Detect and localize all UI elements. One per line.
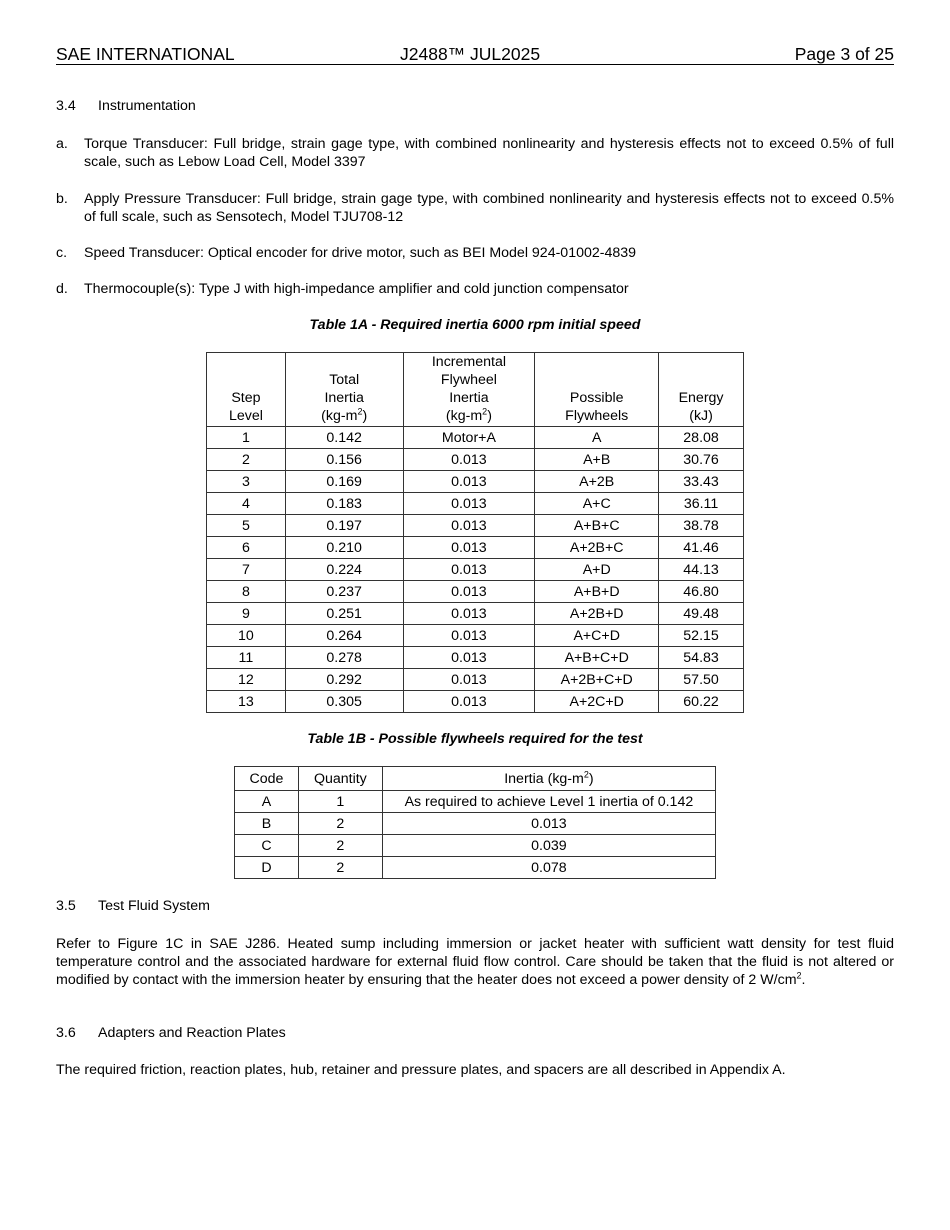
table-cell: 13 bbox=[207, 691, 286, 713]
table-cell: 0.039 bbox=[382, 835, 715, 857]
table-cell: 1 bbox=[298, 791, 382, 813]
table-cell: 44.13 bbox=[659, 559, 744, 581]
table-cell: A+C bbox=[535, 493, 659, 515]
table-cell: 0.013 bbox=[382, 813, 715, 835]
table-row bbox=[207, 603, 744, 625]
table-cell: 54.83 bbox=[659, 647, 744, 669]
table-row bbox=[207, 669, 744, 691]
table-cell: 9 bbox=[207, 603, 286, 625]
header-page-number: Page 3 of 25 bbox=[794, 44, 894, 64]
header-possible-flywheels: Possible Flywheels bbox=[535, 353, 659, 427]
table-cell: 0.183 bbox=[285, 493, 403, 515]
table-cell: 4 bbox=[207, 493, 286, 515]
table-cell: A+B bbox=[535, 449, 659, 471]
table-cell: 0.013 bbox=[403, 581, 535, 603]
table-cell: 0.013 bbox=[403, 647, 535, 669]
table-cell: 0.013 bbox=[403, 493, 535, 515]
table-cell: 0.013 bbox=[403, 471, 535, 493]
list-item-a bbox=[56, 135, 894, 171]
table-cell: 12 bbox=[207, 669, 286, 691]
section-number: 3.4 bbox=[56, 98, 76, 114]
list-item-d bbox=[56, 280, 894, 298]
table-cell: 0.156 bbox=[285, 449, 403, 471]
header-total-inertia: Total Inertia $(kg-m^2)$ bbox=[285, 353, 403, 427]
table-cell: A bbox=[535, 427, 659, 449]
table-cell: 0.210 bbox=[285, 537, 403, 559]
header-inertia: Inertia $(kg-m^2)$ bbox=[382, 767, 715, 791]
table-cell: 52.15 bbox=[659, 625, 744, 647]
table-row bbox=[207, 647, 744, 669]
table-cell: 3 bbox=[207, 471, 286, 493]
section-3-6-body: The required friction, reaction plates, hub, retainer and pressure plates, and spacers are all described in Appendix A. bbox=[56, 1062, 786, 1078]
section-title: Test Fluid System bbox=[98, 898, 210, 914]
table-cell: 30.76 bbox=[659, 449, 744, 471]
table-cell: 41.46 bbox=[659, 537, 744, 559]
table-cell: 38.78 bbox=[659, 515, 744, 537]
table-row bbox=[207, 537, 744, 559]
section-title: Instrumentation bbox=[98, 98, 196, 114]
header-incremental-inertia: Incremental Flywheel Inertia $(kg-m^2)$ bbox=[403, 353, 535, 427]
table-row bbox=[207, 625, 744, 647]
table-row bbox=[235, 835, 716, 857]
table-cell: D bbox=[235, 857, 299, 879]
table-row bbox=[207, 559, 744, 581]
table-row bbox=[207, 427, 744, 449]
section-3-5-heading bbox=[56, 898, 210, 914]
table-cell: 0.169 bbox=[285, 471, 403, 493]
table-cell: 0.013 bbox=[403, 559, 535, 581]
section-3-6-heading bbox=[56, 1025, 286, 1041]
header-doc-id: J2488™ JUL2025 bbox=[400, 44, 541, 64]
table-cell: 57.50 bbox=[659, 669, 744, 691]
table-cell: 6 bbox=[207, 537, 286, 559]
table-cell: A+C+D bbox=[535, 625, 659, 647]
table-cell: A+B+C bbox=[535, 515, 659, 537]
table-cell: 36.11 bbox=[659, 493, 744, 515]
table-1b-caption: Table 1B - Possible flywheels required for the test bbox=[307, 731, 643, 747]
table-cell: 49.48 bbox=[659, 603, 744, 625]
list-item-b bbox=[56, 190, 894, 226]
table-cell: 0.197 bbox=[285, 515, 403, 537]
header-org: SAE INTERNATIONAL bbox=[56, 44, 235, 64]
table-cell: 0.292 bbox=[285, 669, 403, 691]
table-cell: 10 bbox=[207, 625, 286, 647]
table-cell: 28.08 bbox=[659, 427, 744, 449]
table-cell: 0.251 bbox=[285, 603, 403, 625]
table-cell: Motor+A bbox=[403, 427, 535, 449]
table-cell: 1 bbox=[207, 427, 286, 449]
table-cell: 2 bbox=[207, 449, 286, 471]
table-row bbox=[235, 857, 716, 879]
list-label: a. bbox=[56, 136, 68, 152]
header-quantity: Quantity bbox=[298, 767, 382, 791]
table-1a bbox=[206, 352, 744, 713]
table-cell: 0.278 bbox=[285, 647, 403, 669]
table-cell: 0.013 bbox=[403, 449, 535, 471]
table-cell: 11 bbox=[207, 647, 286, 669]
table-row bbox=[235, 791, 716, 813]
table-cell: 0.013 bbox=[403, 537, 535, 559]
table-cell: 0.013 bbox=[403, 515, 535, 537]
list-label: d. bbox=[56, 281, 68, 297]
table-cell: 46.80 bbox=[659, 581, 744, 603]
table-header-row bbox=[207, 353, 744, 427]
table-row bbox=[207, 581, 744, 603]
table-header-row bbox=[235, 767, 716, 791]
table-cell: 0.078 bbox=[382, 857, 715, 879]
table-cell: 0.013 bbox=[403, 669, 535, 691]
section-number: 3.6 bbox=[56, 1025, 76, 1041]
table-row bbox=[207, 691, 744, 713]
list-label: b. bbox=[56, 191, 68, 207]
list-text: Thermocouple(s): Type J with high-impedance amplifier and cold junction compensator bbox=[84, 281, 629, 297]
table-cell: 5 bbox=[207, 515, 286, 537]
table-cell: C bbox=[235, 835, 299, 857]
table-1b bbox=[234, 766, 716, 879]
table-cell: 2 bbox=[298, 813, 382, 835]
table-row bbox=[207, 493, 744, 515]
section-number: 3.5 bbox=[56, 898, 76, 914]
section-3-5-body: Refer to Figure 1C in SAE J286. Heated sump including immersion or jacket heater with sufficient watt density for test fluid temperature control and the associated hardware for external fluid flow control. Care should be taken that the fluid is not altered or modified by contact with the immersion heater by ensuring that the heater does not exceed a power density of 2 $W/cm^2$. bbox=[56, 936, 894, 988]
table-cell: 0.013 bbox=[403, 625, 535, 647]
table-cell: A+2C+D bbox=[535, 691, 659, 713]
table-row bbox=[207, 449, 744, 471]
header-energy: Energy (kJ) bbox=[659, 353, 744, 427]
table-cell: A+B+C+D bbox=[535, 647, 659, 669]
section-title: Adapters and Reaction Plates bbox=[98, 1025, 286, 1041]
header-code: Code bbox=[235, 767, 299, 791]
table-cell: 0.305 bbox=[285, 691, 403, 713]
table-cell: A+2B+D bbox=[535, 603, 659, 625]
list-item-c bbox=[56, 244, 894, 262]
table-row bbox=[207, 515, 744, 537]
list-label: c. bbox=[56, 245, 68, 261]
table-cell: 0.142 bbox=[285, 427, 403, 449]
table-1a-caption: Table 1A - Required inertia 6000 rpm initial speed bbox=[309, 317, 641, 333]
list-text: Apply Pressure Transducer: Full bridge, strain gage type, with combined nonlinearity and hysteresis effects not to exceed 0.5% of full scale, such as Sensotech, Model TJU708-12 bbox=[84, 191, 894, 225]
table-cell: 0.237 bbox=[285, 581, 403, 603]
table-row bbox=[207, 471, 744, 493]
table-cell: 8 bbox=[207, 581, 286, 603]
table-cell: A bbox=[235, 791, 299, 813]
table-cell: A+2B+C+D bbox=[535, 669, 659, 691]
table-cell: 2 bbox=[298, 857, 382, 879]
section-3-4-heading bbox=[56, 98, 196, 114]
table-cell: 0.013 bbox=[403, 691, 535, 713]
list-text: Torque Transducer: Full bridge, strain gage type, with combined nonlinearity and hysteresis effects not to exceed 0.5% of full scale, such as Lebow Load Cell, Model 3397 bbox=[84, 136, 894, 170]
page-header bbox=[56, 44, 894, 65]
table-row bbox=[235, 813, 716, 835]
table-cell: 60.22 bbox=[659, 691, 744, 713]
table-cell: A+B+D bbox=[535, 581, 659, 603]
table-cell: 0.264 bbox=[285, 625, 403, 647]
table-cell: 7 bbox=[207, 559, 286, 581]
table-cell: 33.43 bbox=[659, 471, 744, 493]
list-text: Speed Transducer: Optical encoder for drive motor, such as BEI Model 924-01002-4839 bbox=[84, 245, 637, 261]
table-cell: B bbox=[235, 813, 299, 835]
table-cell: As required to achieve Level 1 inertia of 0.142 bbox=[382, 791, 715, 813]
table-cell: A+2B+C bbox=[535, 537, 659, 559]
table-cell: 0.224 bbox=[285, 559, 403, 581]
header-step-level: Step Level bbox=[207, 353, 286, 427]
table-cell: 2 bbox=[298, 835, 382, 857]
table-cell: A+D bbox=[535, 559, 659, 581]
table-cell: 0.013 bbox=[403, 603, 535, 625]
table-cell: A+2B bbox=[535, 471, 659, 493]
